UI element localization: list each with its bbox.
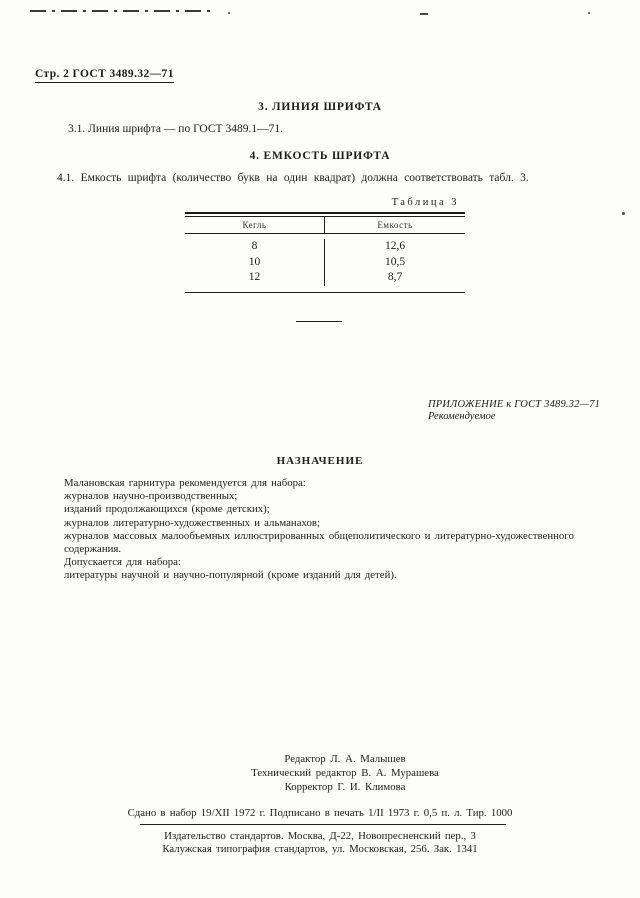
purpose-line: журналов литературно-художественных и альманахов; (64, 516, 320, 529)
purpose-title: НАЗНАЧЕНИЕ (276, 455, 364, 467)
column-header-capacity: Емкость (377, 220, 413, 230)
table-header-row (185, 217, 465, 233)
cell-kegl: 12 (185, 270, 325, 286)
cell-capacity: 12,6 (384, 240, 406, 252)
table-body (185, 234, 465, 292)
print-info-line: Сдано в набор 19/XII 1972 г. Подписано в печать 1/II 1973 г. 0,5 п. л. Тир. 1000 (127, 807, 513, 819)
column-header-kegl: Кегль (185, 217, 325, 233)
cell-kegl: 10 (185, 255, 325, 271)
scan-artifact-dot (622, 212, 625, 215)
section-divider (296, 321, 342, 322)
printing-house-line: Калужская типография стандартов, ул. Московская, 256. Зак. 1341 (162, 843, 478, 855)
table-row (185, 239, 465, 255)
scan-artifact-line (30, 10, 210, 12)
capacity-table (185, 197, 465, 293)
section-4-title: 4. ЕМКОСТЬ ШРИФТА (249, 150, 391, 162)
colophon-rule (140, 824, 506, 825)
appendix-title: ПРИЛОЖЕНИЕ к ГОСТ 3489.32—71 (428, 399, 601, 410)
section-4-paragraph: 4.1. Емкость шрифта (количество букв на один квадрат) должна соответствовать табл. 3. (57, 172, 529, 184)
table-row (185, 255, 465, 271)
page-number-label: Стр. 2 ГОСТ 3489.32—71 (35, 68, 174, 83)
section-3-paragraph: 3.1. Линия шрифта — по ГОСТ 3489.1—71. (68, 123, 283, 135)
scan-artifact-dot (228, 12, 230, 14)
colophon-staff (50, 752, 640, 794)
editor-line: Редактор Л. А. Малышев (284, 753, 406, 765)
scan-artifact-dot (420, 13, 428, 15)
table-row (185, 270, 465, 286)
section-3-title: 3. ЛИНИЯ ШРИФТА (258, 101, 382, 113)
purpose-line: журналов массовых малообъемных иллюстрированных общеполитического и литературно-художественного содержания. (64, 529, 574, 556)
proofreader-line: Корректор Г. И. Климова (284, 781, 406, 793)
appendix-note (428, 399, 628, 422)
cell-capacity: 8,7 (387, 271, 403, 283)
cell-capacity: 10,5 (384, 255, 406, 268)
table-caption: Таблица 3 (391, 197, 459, 208)
table-bottom-rule (185, 292, 465, 293)
purpose-line: Допускается для набора: (64, 556, 181, 569)
page-header (35, 64, 174, 83)
technical-editor-line: Технический редактор В. А. Мурашева (251, 767, 439, 779)
purpose-line: Малановская гарнитура рекомендуется для набора: (64, 477, 306, 489)
purpose-line: литературы научной и научно-популярной (кроме изданий для детей). (64, 569, 397, 582)
appendix-subtitle: Рекомендуемое (428, 410, 496, 422)
scan-artifact-dot (588, 12, 590, 14)
publisher-line: Издательство стандартов. Москва, Д-22, Новопресненский пер., 3 (164, 830, 476, 842)
cell-kegl: 8 (185, 239, 325, 255)
purpose-line: журналов научно-производственных; (64, 490, 238, 503)
purpose-line: изданий продолжающихся (кроме детских); (64, 503, 270, 516)
purpose-body (64, 477, 619, 583)
